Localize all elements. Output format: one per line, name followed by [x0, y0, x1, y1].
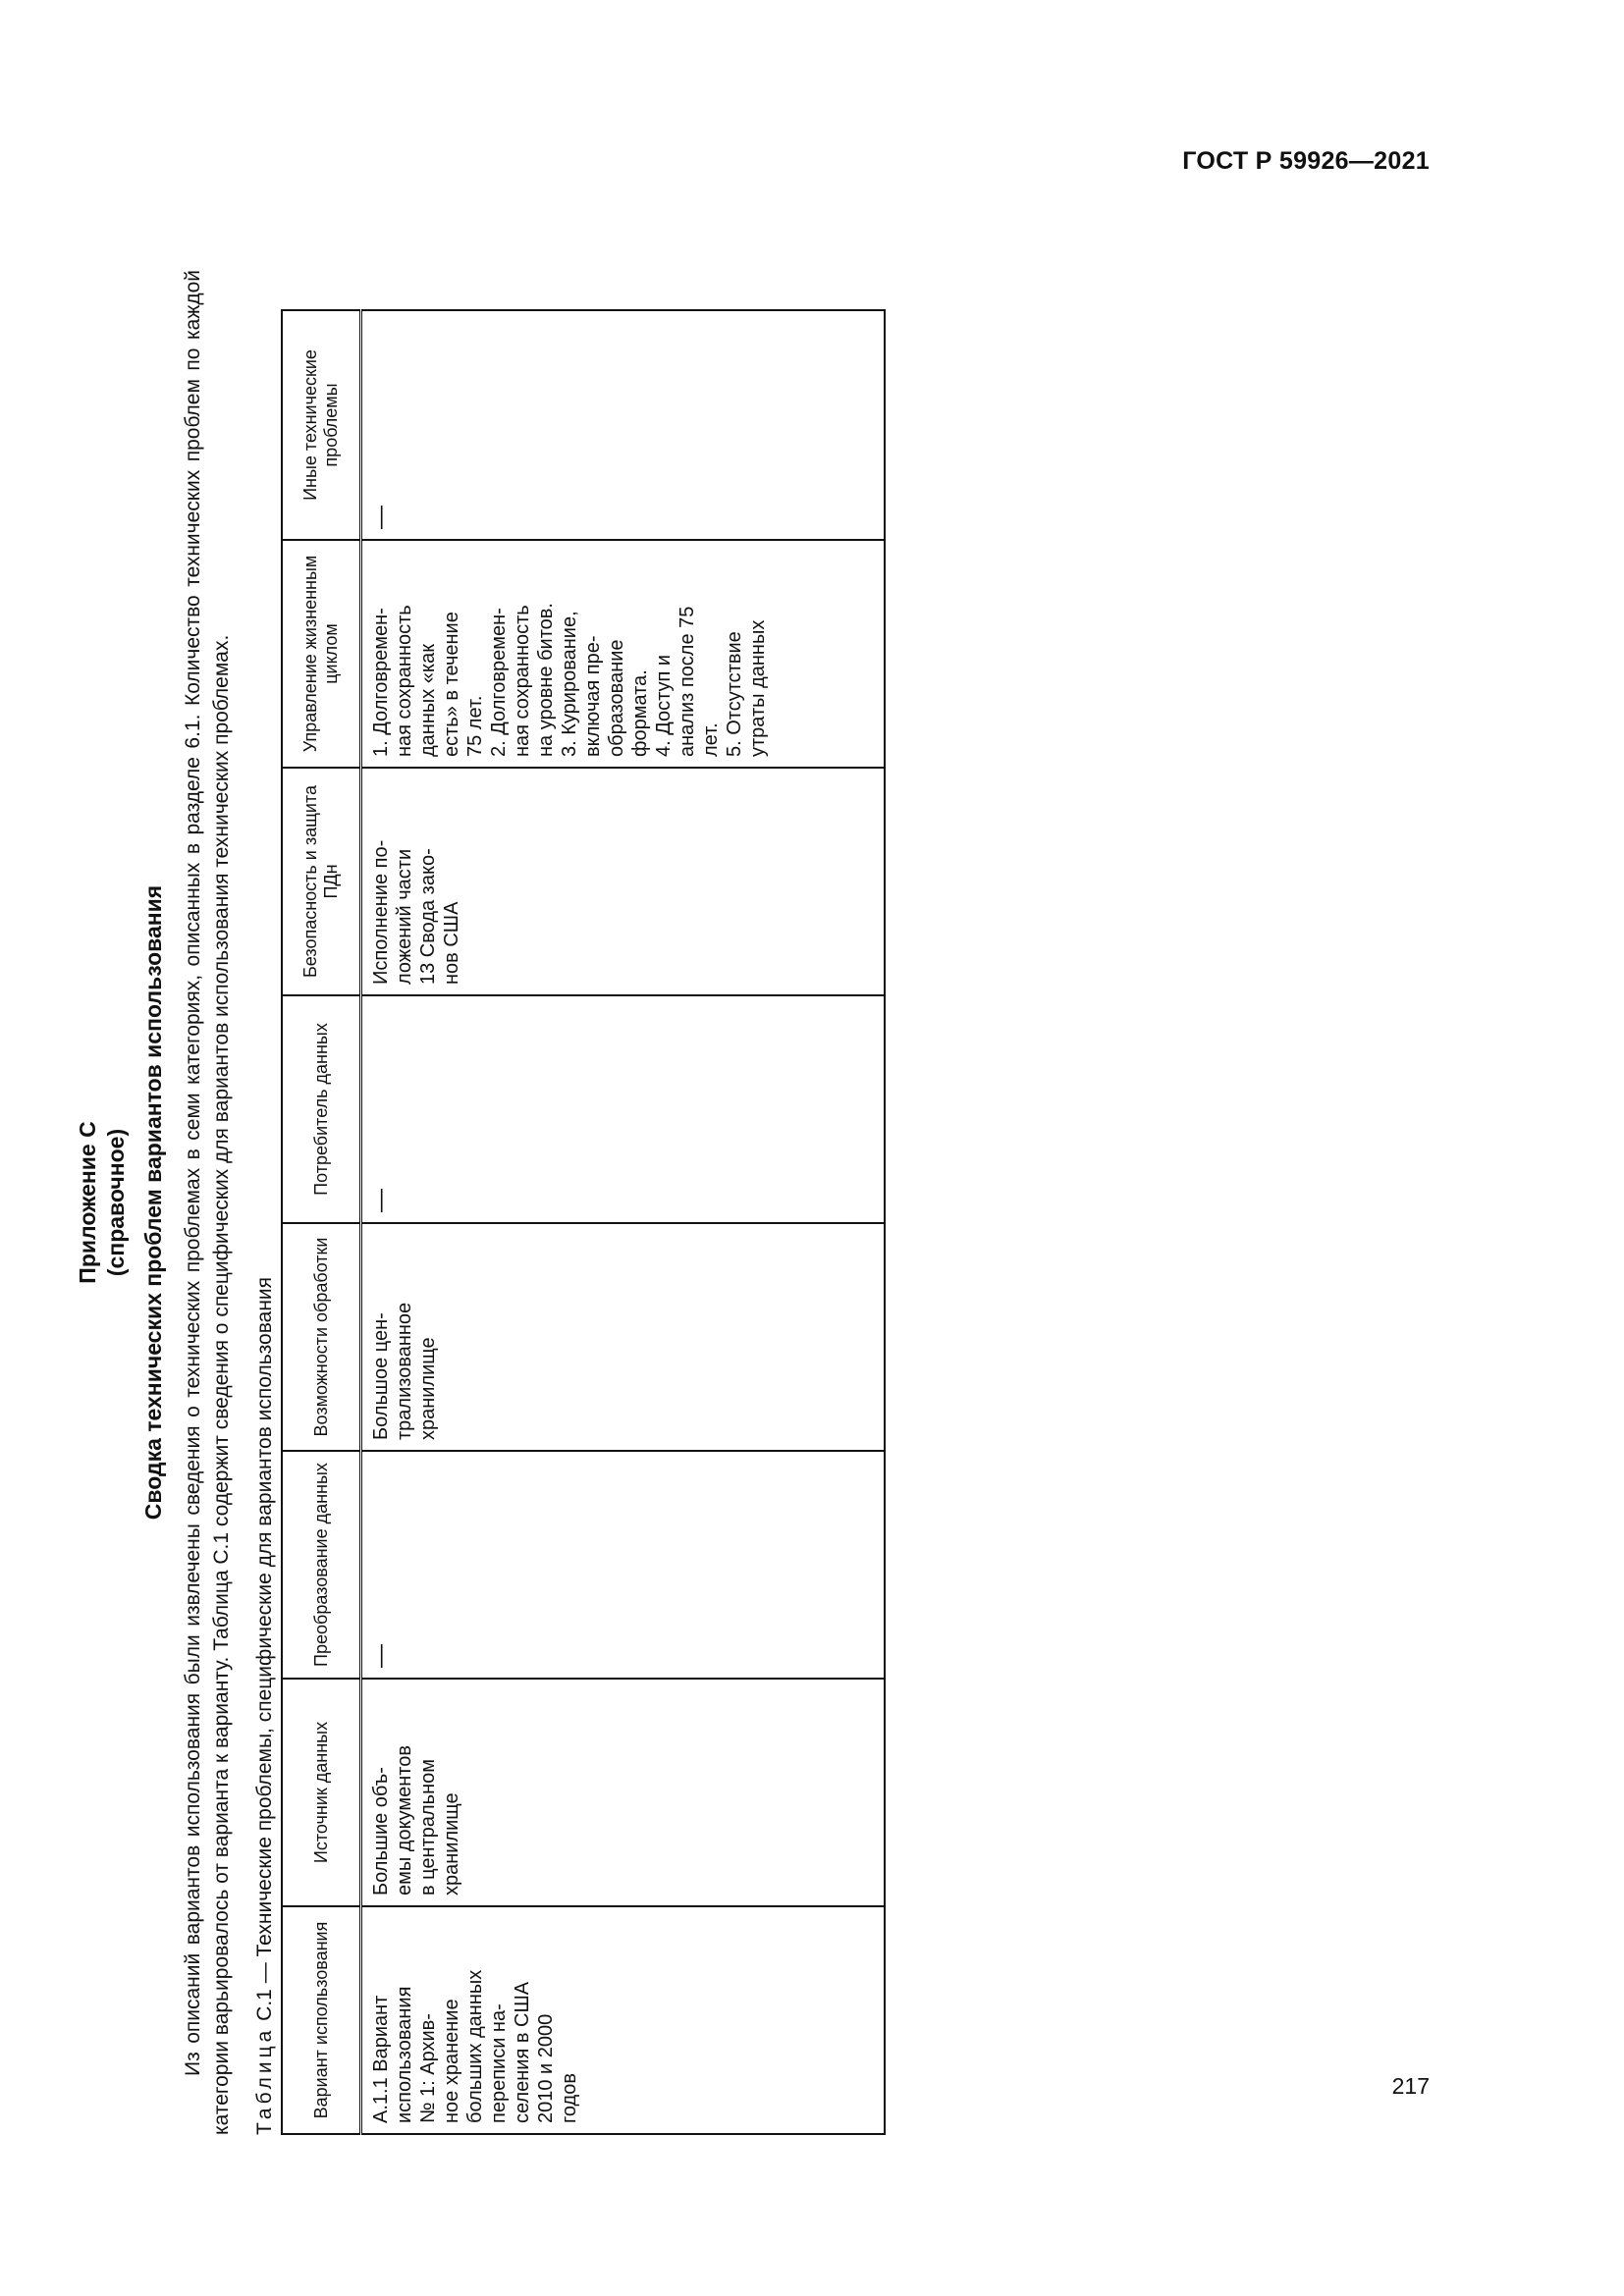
- cell-line: ная сохранность: [394, 605, 415, 757]
- cell-line: лет.: [700, 722, 722, 757]
- cell-line: Большие объ-: [370, 1767, 392, 1896]
- header-lifecycle: Управление жизненным циклом: [282, 540, 361, 768]
- cell-line: 75 лет.: [464, 695, 486, 757]
- intro-paragraph: Из описаний вариантов использования были извлечены сведения о технических проблемах в семи категориях, описанных в разделе 6.1. Количество технических проблем по каждой категории варьировалось от варианта к варианту. Таблица С.1 содержит сведения о специфических для вариантов использования технических проблемах.: [182, 270, 233, 2135]
- header-other: Иные технические проблемы: [282, 310, 361, 540]
- table-caption-text: С.1 — Технические проблемы, специфические для вариантов использования: [253, 1276, 276, 2021]
- cell-line: нов США: [441, 901, 462, 985]
- header-data-transformation: Преобразование данных: [282, 1451, 361, 1679]
- appendix-heading: [74, 270, 131, 2135]
- cell-line: хранилище: [417, 1337, 439, 1440]
- cell-line: селения в США: [512, 1981, 533, 2123]
- header-processing: Возможности обработки: [282, 1223, 361, 1451]
- cell-line: 4. Доступ и: [653, 654, 675, 757]
- cell-line: ное хранение: [441, 1999, 462, 2123]
- cell-line: образование: [606, 639, 627, 757]
- appendix-subtitle: (справочное): [103, 1128, 129, 1277]
- rotated-page-content: [74, 270, 1056, 2135]
- cell-line: № 1: Архив-: [417, 2013, 439, 2123]
- cell-line: больших данных: [464, 1969, 486, 2123]
- cell-line: анализ после 75: [677, 606, 698, 757]
- cell-line: формата.: [629, 669, 651, 757]
- cell-line: включая пре-: [582, 635, 604, 757]
- cell-line: утраты данных: [747, 619, 769, 757]
- cell-line: 5. Отсутствие: [724, 631, 745, 757]
- header-security: Безопасность и защита ПДн: [282, 768, 361, 995]
- cell-line: есть» в течение: [441, 612, 462, 757]
- cell-other: —: [361, 310, 886, 540]
- cell-line: Большое цен-: [370, 1312, 392, 1440]
- cell-data-transformation: —: [361, 1451, 886, 1679]
- cell-line: переписи на-: [488, 2003, 510, 2123]
- page-number: 217: [1391, 2073, 1430, 2099]
- cell-line: трализованное: [394, 1302, 415, 1440]
- cell-line: 13 Свода зако-: [417, 848, 439, 985]
- cell-line: годов: [559, 2073, 580, 2123]
- header-data-source: Источник данных: [282, 1679, 361, 1906]
- cell-line: данных «как: [417, 644, 439, 757]
- cell-line: 2. Долговремен-: [488, 608, 510, 757]
- cell-line: 1. Долговремен-: [370, 608, 392, 757]
- document-header: ГОСТ Р 59926—2021: [1182, 147, 1430, 175]
- cell-data-source: [361, 1679, 886, 1906]
- cell-line: 3. Курирование,: [559, 611, 580, 757]
- cell-line: 2010 и 2000: [535, 2013, 557, 2123]
- cell-line: емы документов: [394, 1745, 415, 1896]
- cell-line: А.1.1 Вариант: [370, 1995, 392, 2123]
- table-header-row: [282, 310, 361, 2134]
- cell-line: использования: [394, 1986, 415, 2123]
- cell-line: хранилище: [441, 1792, 462, 1896]
- header-data-consumer: Потребитель данных: [282, 995, 361, 1223]
- technical-problems-table: [281, 309, 886, 2135]
- cell-use-case: [361, 1906, 886, 2134]
- cell-security: [361, 768, 886, 995]
- table-row: [361, 310, 886, 2134]
- cell-data-consumer: —: [361, 995, 886, 1223]
- cell-line: Исполнение по-: [370, 839, 392, 985]
- table-caption-label: Таблица: [253, 2026, 276, 2135]
- cell-processing: [361, 1223, 886, 1451]
- cell-line: в центральном: [417, 1759, 439, 1896]
- header-use-case: Вариант использования: [282, 1906, 361, 2134]
- table-caption: [253, 1277, 277, 2135]
- section-title: Сводка технических проблем вариантов использования: [140, 884, 166, 1521]
- cell-lifecycle: [361, 540, 886, 768]
- cell-line: ложений части: [394, 848, 415, 985]
- cell-line: на уровне битов.: [535, 603, 557, 757]
- cell-line: ная сохранность: [512, 605, 533, 757]
- appendix-title: Приложение С: [75, 1121, 100, 1284]
